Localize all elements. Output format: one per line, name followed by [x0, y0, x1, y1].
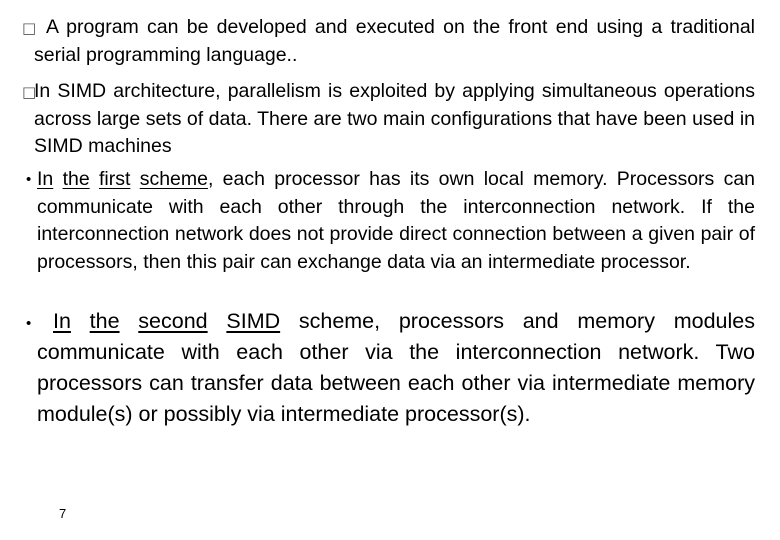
underlined-word: SIMD	[226, 309, 281, 333]
page-number: 7	[59, 506, 67, 521]
bullet-text: In the first scheme, each processor has its own local memory. Processors can communicate with each other through the interconnection network. If the interconnection network does not provide direct connection between a given pair of processors, then this pair can exchange data via an intermediate processor.	[37, 168, 756, 273]
bullet-item	[22, 306, 755, 430]
underlined-word: scheme	[139, 168, 208, 190]
underlined-word: first	[98, 168, 131, 190]
checkbox-bullet-icon: □	[22, 19, 37, 37]
checkbox-bullet-icon: □	[22, 83, 37, 101]
underlined-word: In	[37, 168, 54, 190]
underlined-word: In	[53, 309, 71, 333]
dot-bullet-icon: •	[26, 315, 32, 332]
underlined-word: the	[89, 309, 120, 333]
bullet-item	[22, 78, 755, 161]
bullet-text: A program can be developed and executed on the front end using a traditional serial programming language..	[34, 16, 755, 66]
bullet-text: In SIMD architecture, parallelism is exploited by applying simultaneous operations across large sets of data. There are two main configurations that have been used in SIMD machines	[34, 80, 755, 157]
underlined-word: the	[62, 168, 90, 190]
bullet-text: In the second SIMD scheme, processors and memory modules communicate with each other via the interconnection network. Two processors can transfer data between each other via intermediate memory module(s) or possibly via intermediate processor(s).	[37, 309, 755, 426]
underlined-word: second	[138, 309, 208, 333]
dot-bullet-icon: •	[26, 171, 32, 188]
bullet-item	[22, 14, 755, 69]
bullet-item	[22, 166, 755, 276]
